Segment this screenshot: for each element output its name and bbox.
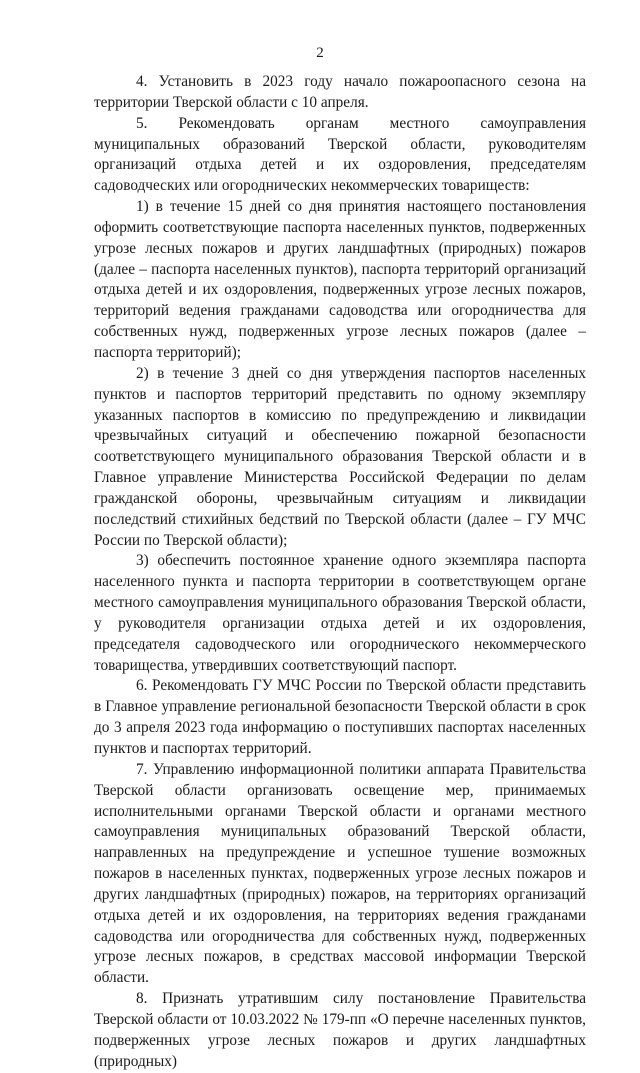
paragraph-subitem-2: 2) в течение 3 дней со дня утверждения паспортов населенных пунктов и паспортов территорий представить по одному экземпляру указанных паспортов в комиссию по предупреждению и ликвидации чрезвычайных ситуаций и обеспечению пожарной безопасности соответствующего муниципального образования Тверской области и в Главное управление Министерства Российской Федерации по делам гражданской обороны, чрезвычайным ситуациям и ликвидации последствий стихийных бедствий по Тверской области (далее – ГУ МЧС России по Тверской области); [94, 364, 586, 549]
paragraph-item-4: 4. Установить в 2023 году начало пожароопасного сезона на территории Тверской области с 10 апреля. [94, 73, 586, 111]
paragraph-item-7: 7. Управлению информационной политики аппарата Правительства Тверской области организовать освещение мер, принимаемых исполнительными органами Тверской области и органами местного самоуправления муниципальных образований Тверской области, направленных на предупреждение и успешное тушение возможных пожаров в населенных пунктах, подверженных угрозе лесных пожаров и других ландшафтных (природных) пожаров, на территориях организаций отдыха детей и их оздоровления, на территориях ведения гражданами садоводства или огородничества для собственных нужд, подверженных угрозе лесных пожаров, в средствах массовой информации Тверской области. [94, 760, 586, 987]
paragraph-item-5: 5. Рекомендовать органам местного самоуправления муниципальных образований Тверской области, руководителям организаций отдыха детей и их оздоровления, председателям садоводческих или огороднических некоммерческих товариществ: [94, 114, 586, 195]
paragraph-item-8: 8. Признать утратившим силу постановление Правительства Тверской области от 10.03.2022 № 179-пп «О перечне населенных пунктов, подверженных угрозе лесных пожаров и других ландшафтных (природных) [94, 990, 586, 1070]
paragraph-subitem-3: 3) обеспечить постоянное хранение одного экземпляра паспорта населенного пункта и паспорта территории в соответствующем органе местного самоуправления муниципального образования Тверской области, у руководителя организации отдыха детей и их оздоровления, председателя садоводческого или огороднического некоммерческого товарищества, утвердивших соответствующий паспорт. [94, 552, 586, 674]
page-number: 2 [316, 45, 324, 61]
paragraph-item-6: 6. Рекомендовать ГУ МЧС России по Тверской области представить в Главное управление региональной безопасности Тверской области в срок до 3 апреля 2023 года информацию о поступивших паспортах населенных пунктов и паспортах территорий. [94, 677, 586, 757]
paragraph-subitem-1: 1) в течение 15 дней со дня принятия настоящего постановления оформить соответствующие паспорта населенных пунктов, подверженных угрозе лесных пожаров и других ландшафтных (природных) пожаров (далее – паспорта населенных пунктов), паспорта территорий организаций отдыха детей и их оздоровления, подверженных угрозе лесных пожаров, территорий ведения гражданами садоводства или огородничества для собственных нужд, подверженных угрозе лесных пожаров (далее – паспорта территорий); [94, 198, 586, 361]
document-body [94, 72, 586, 1073]
